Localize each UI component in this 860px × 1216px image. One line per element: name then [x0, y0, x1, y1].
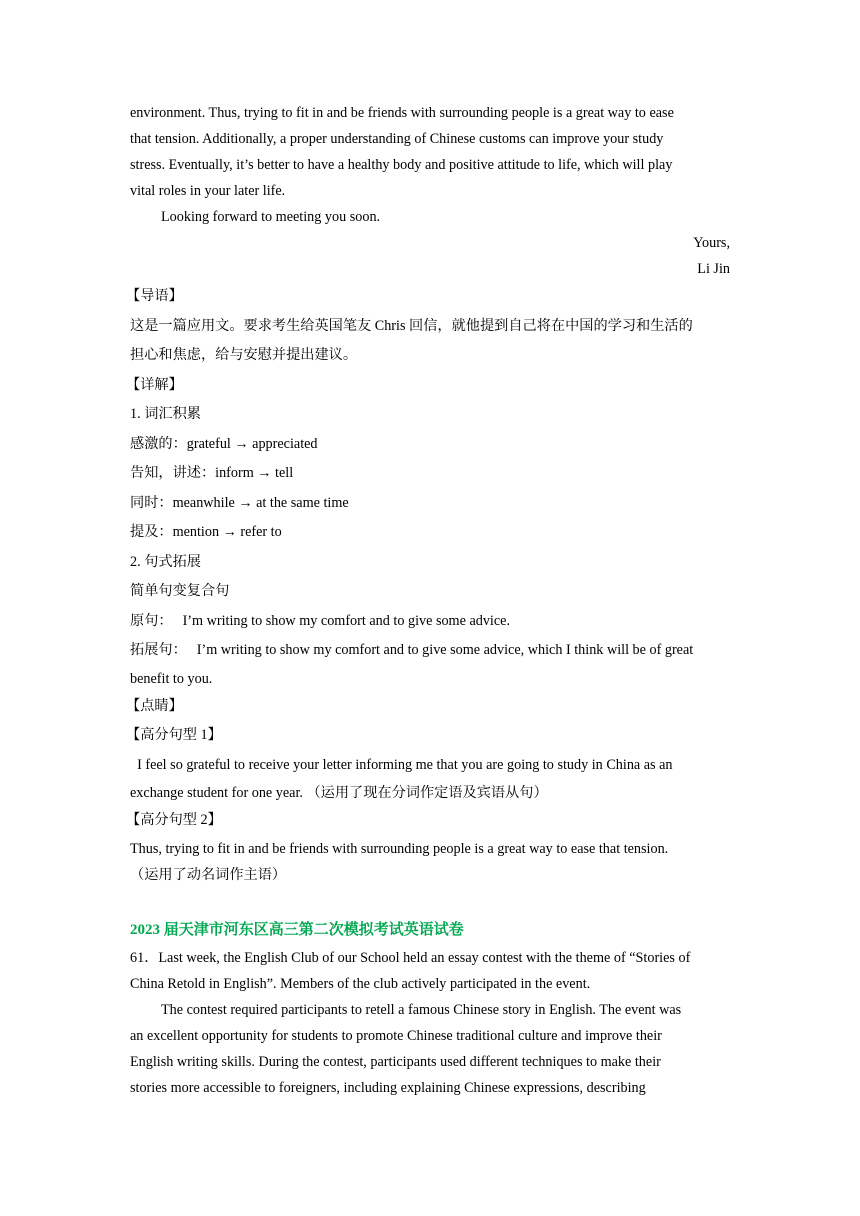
- letter-line: that tension. Additionally, a proper understanding of Chinese customs can improve your study: [130, 131, 664, 147]
- vocab-item: 告知，讲述：inform → tell: [130, 465, 294, 481]
- guide-line: 担心和焦虑，给与安慰并提出建议。: [130, 347, 358, 363]
- letter-sign-off: Yours,: [693, 235, 730, 251]
- passage-line: stories more accessible to foreigners, including explaining Chinese expressions, describing: [130, 1080, 646, 1096]
- vocab-item: 提及：mention → refer to: [130, 524, 282, 540]
- letter-body: [130, 100, 730, 282]
- passage-line: an excellent opportunity for students to promote Chinese traditional culture and improve their: [130, 1028, 662, 1044]
- exam-section: [130, 916, 730, 1102]
- letter-signature: Li Jin: [697, 261, 730, 277]
- original-sentence-row: [130, 607, 730, 637]
- pattern1-line: exchange student for one year. （运用了现在分词作定语及宾语从句）: [130, 785, 548, 801]
- vocab-heading: 1. 词汇积累: [130, 406, 201, 422]
- guide-heading: 【导语】: [126, 288, 183, 304]
- vocab-item: 同时：meanwhile → at the same time: [130, 494, 349, 511]
- vocab-item: 感激的：grateful → appreciated: [130, 435, 318, 452]
- pattern2-line: Thus, trying to fit in and be friends with surrounding people is a great way to ease that tension.: [130, 840, 669, 857]
- expanded-label: 拓展句：: [130, 642, 187, 658]
- document-page: [126, 100, 730, 1101]
- pattern2-heading: 【高分句型 2】: [126, 812, 222, 828]
- letter-line: environment. Thus, trying to fit in and be friends with surrounding people is a great way to ease: [130, 105, 674, 121]
- highlight-section: [126, 692, 730, 888]
- pattern2-line: （运用了动名词作主语）: [130, 866, 287, 883]
- expanded-sentence-continued: benefit to you.: [130, 670, 213, 687]
- sentence-heading: 2. 句式拓展: [130, 553, 201, 570]
- original-text: I’m writing to show my comfort and to give some advice.: [182, 612, 511, 629]
- guide-section: [126, 282, 730, 371]
- letter-line: stress. Eventually, it’s better to have a healthy body and positive attitude to life, which will play: [130, 157, 673, 173]
- pattern1-heading: 【高分句型 1】: [126, 727, 222, 743]
- question-61-line: 61．Last week, the English Club of our School held an essay contest with the theme of “Stories of: [130, 950, 691, 966]
- guide-line: 这是一篇应用文。要求考生给英国笔友 Chris 回信，就他提到自己将在中国的学习和生活的: [130, 317, 693, 334]
- passage-line: English writing skills. During the contest, participants used different techniques to make their: [130, 1054, 661, 1070]
- detail-section: [126, 371, 730, 692]
- pattern1-line: I feel so grateful to receive your letter informing me that you are going to study in China as an: [130, 756, 673, 773]
- detail-heading: 【详解】: [126, 376, 183, 393]
- question-61-line: China Retold in English”. Members of the club actively participated in the event.: [130, 976, 591, 992]
- letter-line: vital roles in your later life.: [130, 183, 286, 199]
- expanded-sentence-row: [130, 636, 730, 666]
- passage-line: The contest required participants to retell a famous Chinese story in English. The event was: [161, 1002, 682, 1018]
- expanded-text: I’m writing to show my comfort and to give some advice, which I think will be of great: [196, 642, 694, 658]
- sentence-subheading: 简单句变复合句: [130, 583, 230, 599]
- letter-closing-line: Looking forward to meeting you soon.: [161, 209, 381, 225]
- exam-title: 2023 届天津市河东区高三第二次模拟考试英语试卷: [130, 921, 464, 938]
- highlight-heading: 【点睛】: [126, 697, 183, 714]
- original-label: 原句：: [130, 612, 173, 629]
